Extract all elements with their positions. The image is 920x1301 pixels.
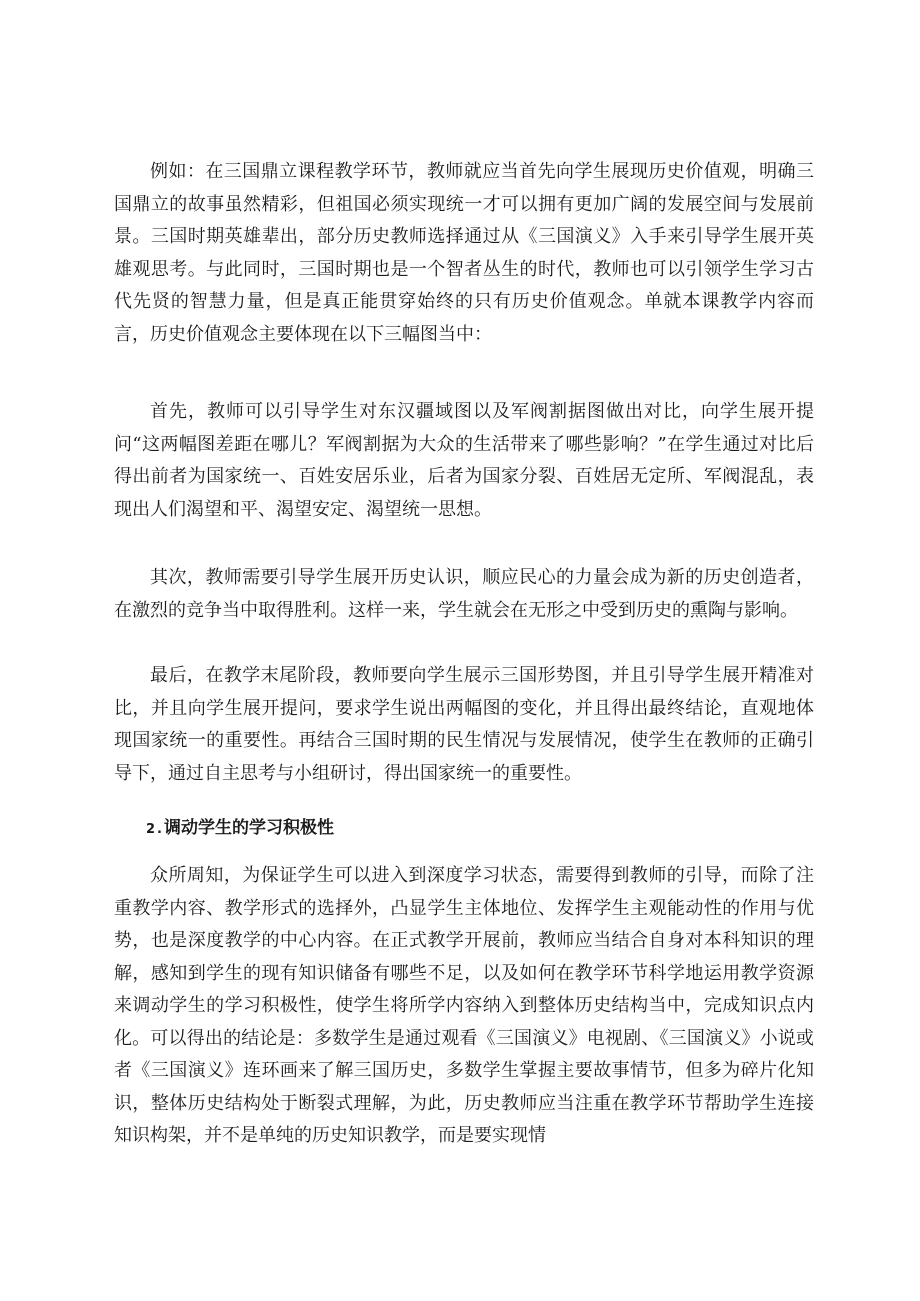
section-heading (146, 815, 334, 843)
paragraph-first-step: 首先，教师可以引导学生对东汉疆域图以及军阀割据图做出对比，向学生展开提问“这两幅图差距在哪儿？军阀割据为大众的生活带来了哪些影响？”在学生通过对比后得出前者为国家统一、百姓安居乐业，后者为国家分裂、百姓居无定所、军阀混乱，表现出人们渴望和平、渴望安定、渴望统一思想。 (114, 401, 814, 520)
paragraph-second-step: 其次，教师需要引导学生展开历史认识，顺应民心的力量会成为新的历史创造者，在激烈的竞争当中取得胜利。这样一来，学生就会在无形之中受到历史的熏陶与影响。 (114, 567, 814, 621)
paragraph-final-step: 最后，在教学末尾阶段，教师要向学生展示三国形势图，并且引导学生展开精准对比，并且向学生展开提问，要求学生说出两幅图的变化，并且得出最终结论，直观地体现国家统一的重要性。再结合三国时期的民生情况与发展情况，使学生在教师的正确引导下，通过自主思考与小组研讨，得出国家统一的重要性。 (114, 665, 814, 784)
section-number: 2. (146, 822, 164, 837)
section-title: 调动学生的学习积极性 (163, 818, 334, 838)
paragraph-example-three-kingdoms: 例如：在三国鼎立课程教学环节，教师就应当首先向学生展现历史价值观，明确三国鼎立的故事虽然精彩，但祖国必须实现统一才可以拥有更加广阔的发展空间与发展前景。三国时期英雄辈出，部分历史教师选择通过从《三国演义》入手来引导学生展开英雄观思考。与此同时，三国时期也是一个智者丛生的时代，教师也可以引领学生学习古代先贤的智慧力量，但是真正能贯穿始终的只有历史价值观念。单就本课教学内容而言，历史价值观念主要体现在以下三幅图当中： (114, 161, 814, 345)
paragraph-motivation: 众所周知，为保证学生可以进入到深度学习状态，需要得到教师的引导，而除了注重教学内容、教学形式的选择外，凸显学生主体地位、发挥学生主观能动性的作用与优势，也是深度教学的中心内容。在正式教学开展前，教师应当结合自身对本科知识的理解，感知到学生的现有知识储备有哪些不足，以及如何在教学环节科学地运用教学资源来调动学生的学习积极性，使学生将所学内容纳入到整体历史结构当中，完成知识点内化。可以得出的结论是：多数学生是通过观看《三国演义》电视剧、《三国演义》小说或者《三国演义》连环画来了解三国历史，多数学生掌握主要故事情节，但多为碎片化知识，整体历史结构处于断裂式理解，为此，历史教师应当注重在教学环节帮助学生连接知识构架，并不是单纯的历史知识教学，而是要实现情 (114, 865, 814, 1146)
